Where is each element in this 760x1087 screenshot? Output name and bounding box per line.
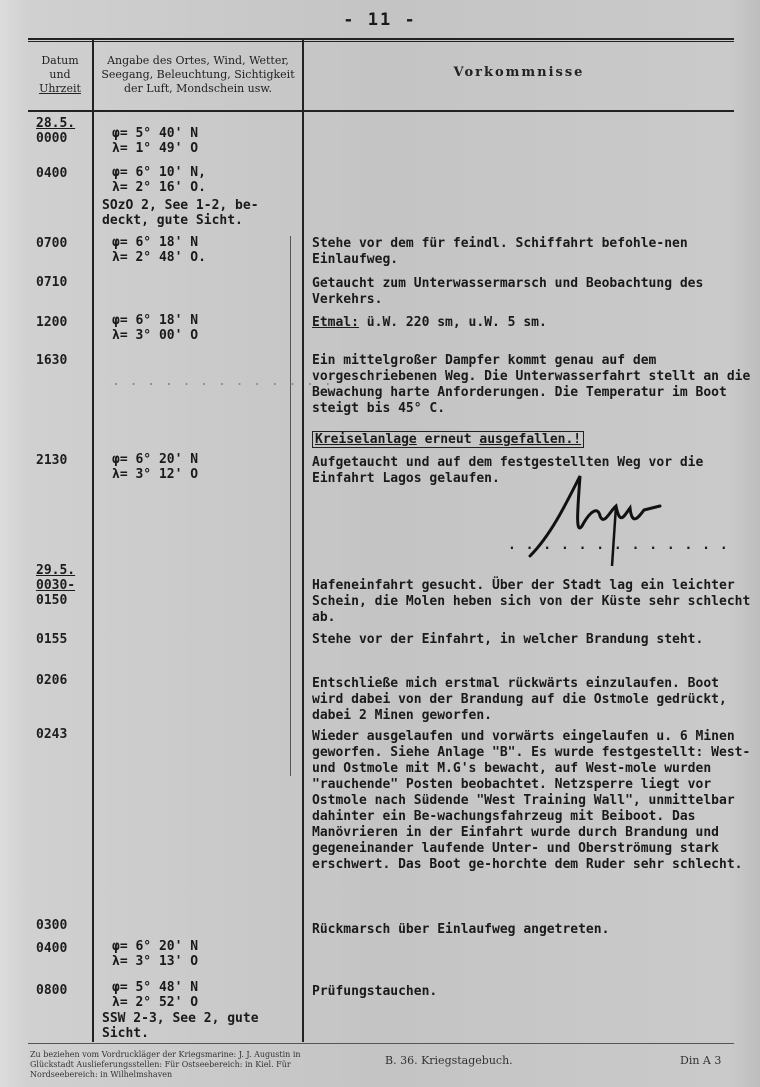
time-1630: 1630 bbox=[36, 353, 68, 368]
event-0700: Stehe vor dem für feindl. Schiffahrt befohle-nen Einlaufweg. bbox=[312, 236, 688, 267]
time-0030: 0030- bbox=[36, 578, 76, 593]
time-0700: 0700 bbox=[36, 236, 68, 251]
time-0400: 0400 bbox=[36, 166, 68, 181]
position-0800: φ= 5° 48' N λ= 2° 52' O bbox=[112, 980, 199, 1010]
weather-0400: SOzO 2, See 1-2, be-deckt, gute Sicht. bbox=[102, 198, 259, 228]
event-1630: Ein mittelgroßer Dampfer kommt genau auf dem vorgeschriebenen Weg. Die Unterwasserfahrt stellt an die Bewachung harte Anforderungen. Die Temperatur im Boot steigt bis 45° C. bbox=[312, 353, 751, 416]
table-top-border-inner bbox=[28, 41, 734, 42]
weather-0800: SSW 2-3, See 2, gute Sicht. bbox=[102, 1011, 259, 1041]
position-2130: φ= 6° 20' N λ= 3° 12' O bbox=[112, 452, 199, 482]
event-0150: Hafeneinfahrt gesucht. Über der Stadt lag ein leichter Schein, die Molen heben sich von der Küste sehr schlecht ab. bbox=[312, 578, 751, 625]
time-0243: 0243 bbox=[36, 727, 68, 742]
time-0206: 0206 bbox=[36, 673, 68, 688]
header-bottom-border bbox=[28, 110, 734, 112]
time-0155: 0155 bbox=[36, 632, 68, 647]
commander-signature bbox=[520, 466, 680, 576]
time-0150: 0150 bbox=[36, 593, 68, 608]
gyro-text: erneut bbox=[416, 432, 480, 447]
event-0206: Entschließe mich erstmal rückwärts einzulaufen. Boot wird dabei von der Brandung auf die Ostmole gedrückt, dabei 2 Minen geworfen. bbox=[312, 676, 727, 723]
time-0300: 0300 bbox=[36, 918, 68, 933]
footer-form-title: B. 36. Kriegstagebuch. bbox=[385, 1054, 513, 1067]
position-0000: φ= 5° 40' N λ= 1° 49' O bbox=[112, 126, 199, 156]
footer-publisher: Zu beziehen vom Vordruckläger der Kriegsmarine: J. J. Augustin in Glückstadt Auslieferungsstellen: Für Ostseebereich: in Kiel. Für Nordseebereich: in Wilhelmshaven bbox=[30, 1050, 301, 1079]
signature-dots: . . . . . . . . . . . . . bbox=[508, 538, 729, 553]
etmal-label: Etmal: bbox=[312, 315, 359, 330]
table-top-border bbox=[28, 38, 734, 40]
time-0000: 0000 bbox=[36, 131, 68, 146]
position-0700: φ= 6° 18' N λ= 2° 48' O. bbox=[112, 235, 206, 265]
event-1200 bbox=[312, 315, 752, 331]
time-2130: 2130 bbox=[36, 453, 68, 468]
header-events: Vorkommnisse bbox=[453, 65, 585, 80]
page-number: - 11 - bbox=[343, 10, 417, 30]
column-divider-2 bbox=[302, 40, 304, 1042]
etmal-value: ü.W. 220 sm, u.W. 5 sm. bbox=[358, 315, 547, 330]
date-29-5: 29.5. bbox=[36, 563, 76, 578]
gyro-failed: ausgefallen.! bbox=[479, 432, 582, 447]
position-1200: φ= 6° 18' N λ= 3° 00' O bbox=[112, 313, 199, 343]
dotted-line-1: . . . . . . . . . . . . . bbox=[112, 374, 333, 389]
column-divider-1 bbox=[92, 40, 94, 1042]
time-0710: 0710 bbox=[36, 275, 68, 290]
event-0300: Rückmarsch über Einlaufweg angetreten. bbox=[312, 922, 610, 937]
event-0800: Prüfungstauchen. bbox=[312, 984, 438, 999]
position-0400: φ= 6° 10' N, λ= 2° 16' O. bbox=[112, 165, 206, 195]
gyro-label: Kreiselanlage bbox=[315, 432, 417, 447]
event-2130: Aufgetaucht und auf dem festgestellten Weg vor die Einfahrt Lagos gelaufen. bbox=[312, 455, 704, 486]
header-date-time: Datum und Uhrzeit bbox=[39, 54, 81, 95]
event-1630-gyro bbox=[312, 432, 584, 448]
footer-rule bbox=[28, 1043, 734, 1044]
event-0155: Stehe vor der Einfahrt, in welcher Brandung steht. bbox=[312, 632, 704, 647]
date-28-5: 28.5. bbox=[36, 116, 76, 131]
time-1200: 1200 bbox=[36, 315, 68, 330]
header-location-weather: Angabe des Ortes, Wind, Wetter, Seegang, Beleuchtung, Sichtigkeit der Luft, Mondschein usw. bbox=[101, 54, 295, 95]
time-0400b: 0400 bbox=[36, 941, 68, 956]
footer-format: Din A 3 bbox=[680, 1054, 722, 1067]
event-0243: Wieder ausgelaufen und vorwärts eingelaufen u. 6 Minen geworfen. Siehe Anlage "B". Es wurde festgestellt: West- und Ostmole mit M.G's bewacht, auf West-mole wurden "rauchende" Posten beobachtet. Netzsperre liegt vor Ostmole nach Südende "West Training Wall", unmittelbar dahinter ein Be-wachungsfahrzeug mit Beiboot. Das Manövrieren in der Einfahrt wurde durch Brandung und gegeneinander laufende Unter- und Oberströmung stark erschwert. Das Boot ge-horchte dem Ruder sehr schlecht. bbox=[312, 729, 751, 872]
faint-divider bbox=[290, 236, 291, 776]
event-0710: Getaucht zum Unterwassermarsch und Beobachtung des Verkehrs. bbox=[312, 276, 704, 307]
time-0800: 0800 bbox=[36, 983, 68, 998]
position-0400b: φ= 6° 20' N λ= 3° 13' O bbox=[112, 939, 199, 969]
